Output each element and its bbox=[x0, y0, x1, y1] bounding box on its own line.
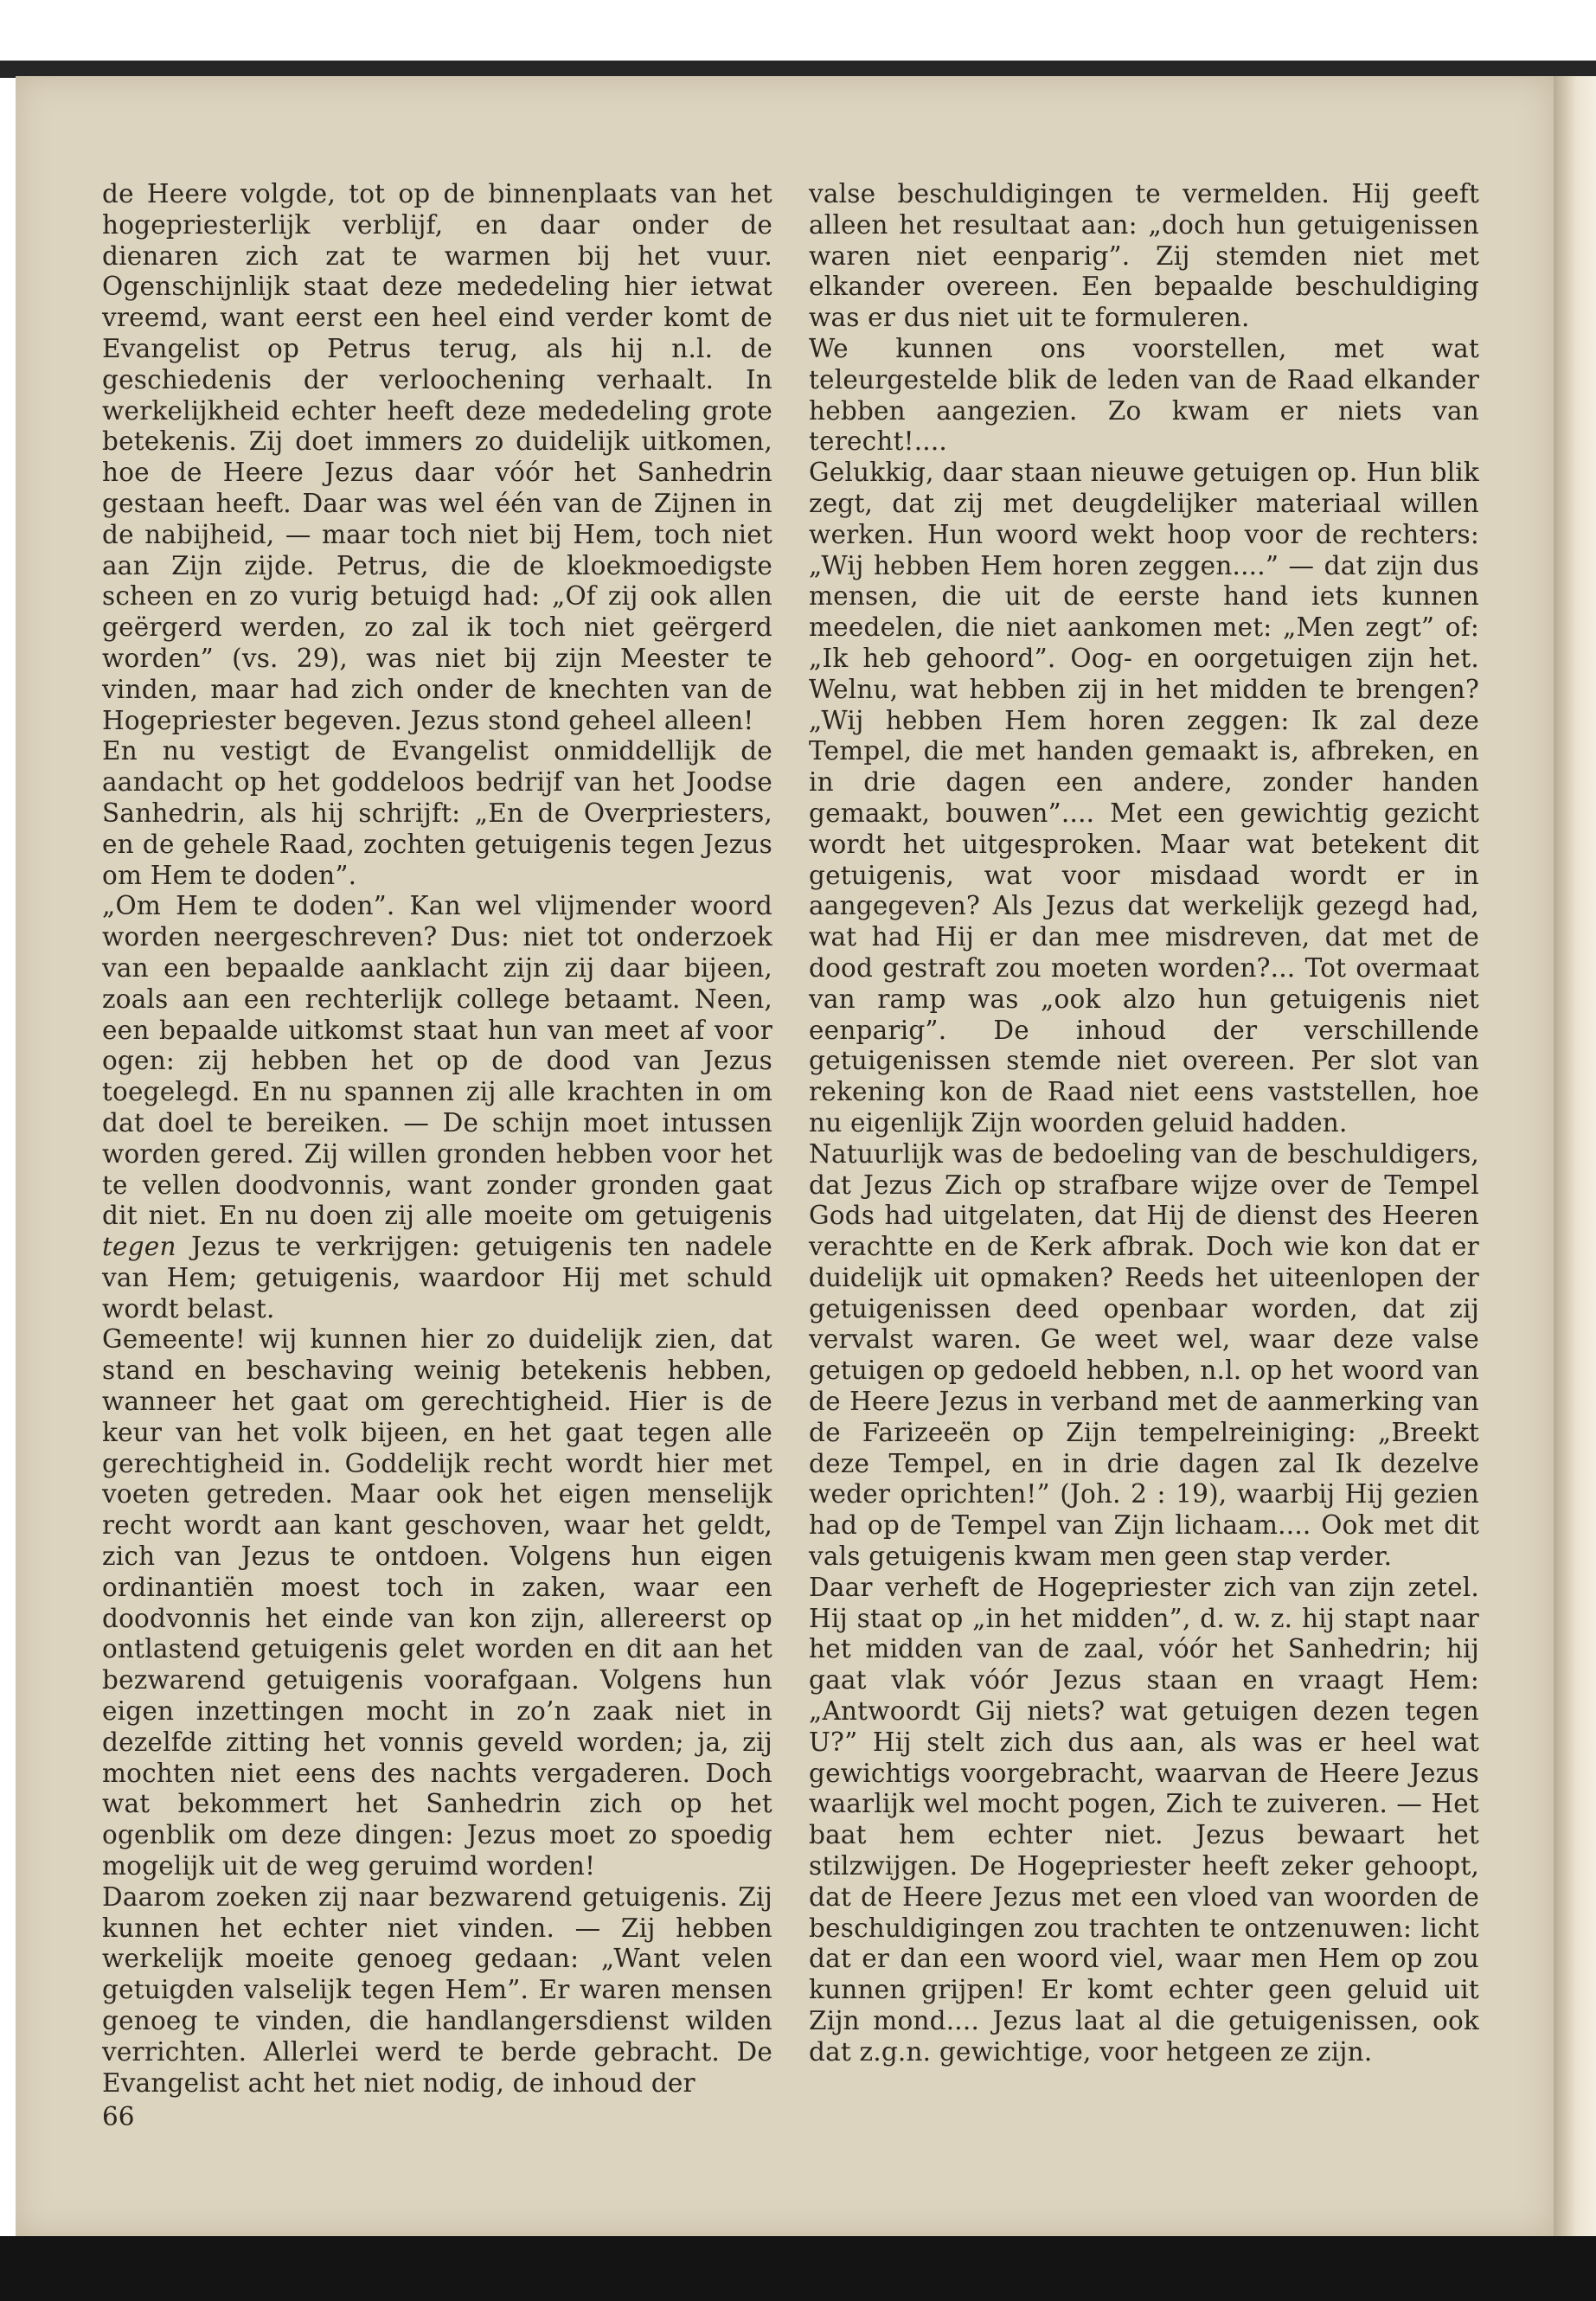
right-column bbox=[809, 179, 1479, 2068]
page-number: 66 bbox=[102, 2102, 135, 2131]
paragraph: We kunnen ons voorstellen, met wat teleurgestelde blik de leden van de Raad elkander hebben aangezien. Zo kwam er niets van terecht!.... bbox=[809, 333, 1479, 457]
paragraph: En nu vestigt de Evangelist onmiddellijk de aandacht op het goddeloos bedrijf van het Joodse Sanhedrin, als hij schrijft: „En de Overpriesters, en de gehele Raad, zochten getuigenis tegen Jezus om Hem te doden”. bbox=[102, 736, 772, 890]
scan-border-top bbox=[0, 61, 1596, 78]
paragraph bbox=[102, 891, 772, 1324]
paragraph: Daarom zoeken zij naar bezwarend getuigenis. Zij kunnen het echter niet vinden. — Zij hebben werkelijk moeite genoeg gedaan: „Want velen getuigden valselijk tegen Hem”. Er waren mensen genoeg te vinden, die handlangersdienst wilden verrichten. Allerlei werd te berde gebracht. De Evangelist acht het niet nodig, de inhoud der bbox=[102, 1881, 772, 2098]
italic-emphasis: tegen bbox=[102, 1232, 176, 1262]
left-column bbox=[102, 179, 772, 2099]
paragraph: de Heere volgde, tot op de binnenplaats van het hogepriesterlijk verblijf, en daar onder de dienaren zich zat te warmen bij het vuur. Ogenschijnlijk staat deze mededeling hier ietwat vreemd, want eerst een heel eind verder komt de Evangelist op Petrus terug, als hij n.l. de geschiedenis der verloochening verhaalt. In werkelijkheid echter heeft deze mededeling grote betekenis. Zij doet immers zo duidelijk uitkomen, hoe de Heere Jezus daar vóór het Sanhedrin gestaan heeft. Daar was wel één van de Zijnen in de nabijheid, — maar toch niet bij Hem, toch niet aan Zijn zijde. Petrus, die de kloekmoedigste scheen en zo vurig betuigd had: „Of zij ook allen geërgerd werden, zo zal ik toch niet geërgerd worden” (vs. 29), was niet bij zijn Meester te vinden, maar had zich onder de knechten van de Hogepriester begeven. Jezus stond geheel alleen! bbox=[102, 179, 772, 735]
paragraph-text: „Om Hem te doden”. Kan wel vlijmender woord worden neergeschreven? Dus: niet tot onderzoek van een bepaalde aanklacht zijn zij daar bijeen, zoals aan een rechterlijk college betaamt. Neen, een bepaalde uitkomst staat hun van meet af voor ogen: zij hebben het op de dood van Jezus toegelegd. En nu spannen zij alle krachten in om dat doel te bereiken. — De schijn moet intussen worden gered. Zij willen gronden hebben voor het te vellen doodvonnis, want zonder gronden gaat dit niet. En nu doen zij alle moeite om getuigenis bbox=[102, 891, 772, 1231]
paragraph: valse beschuldigingen te vermelden. Hij geeft alleen het resultaat aan: „doch hun getuigenissen waren niet eenparig”. Zij stemden niet met elkander overeen. Een bepaalde beschuldiging was er dus niet uit te formuleren. bbox=[809, 179, 1479, 333]
paragraph: Gemeente! wij kunnen hier zo duidelijk zien, dat stand en beschaving weinig betekenis hebben, wanneer het gaat om gerechtigheid. Hier is de keur van het volk bijeen, en het gaat tegen alle gerechtigheid in. Goddelijk recht wordt hier met voeten getreden. Maar ook het eigen menselijk recht wordt aan kant geschoven, waar het geldt, zich van Jezus te ontdoen. Volgens hun eigen ordinantiën moest toch in zaken, waar een doodvonnis het einde van kon zijn, allereerst op ontlastend getuigenis gelet worden en dit aan het bezwarend getuigenis voorafgaan. Volgens hun eigen inzettingen mocht in zo’n zaak niet in dezelfde zitting het vonnis geveld worden; ja, zij mochten niet eens des nachts vergaderen. Doch wat bekommert het Sanhedrin zich op het ogenblik om deze dingen: Jezus moet zo spoedig mogelijk uit de weg geruimd worden! bbox=[102, 1324, 772, 1881]
paragraph: Daar verheft de Hogepriester zich van zijn zetel. Hij staat op „in het midden”, d. w. z. hij stapt naar het midden van de zaal, vóór het Sanhedrin; hij gaat vlak vóór Jezus staan en vraagt Hem: „Antwoordt Gij niets? wat getuigen dezen tegen U?” Hij stelt zich dus aan, als was er heel wat gewichtigs voorgebracht, waarvan de Heere Jezus waarlijk wel mocht pogen, Zich te zuiveren. — Het baat hem echter niet. Jezus bewaart het stilzwijgen. De Hogepriester heeft zeker gehoopt, dat de Heere Jezus met een vloed van woorden de beschuldigingen zou trachten te ontzenuwen: licht dat er dan een woord viel, waar men Hem op zou kunnen grijpen! Er komt echter geen geluid uit Zijn mond.... Jezus laat al die getuigenissen, ook dat z.g.n. gewichtige, voor hetgeen ze zijn. bbox=[809, 1572, 1479, 2067]
paragraph: Gelukkig, daar staan nieuwe getuigen op. Hun blik zegt, dat zij met deugdelijker materiaal willen werken. Hun woord wekt hoop voor de rechters: „Wij hebben Hem horen zeggen....” — dat zijn dus mensen, die uit de eerste hand iets kunnen meedelen, die niet aankomen met: „Men zegt” of: „Ik heb gehoord”. Oog- en oorgetuigen zijn het. Welnu, wat hebben zij in het midden te brengen? „Wij hebben Hem horen zeggen: Ik zal deze Tempel, die met handen gemaakt is, afbreken, en in drie dagen een andere, zonder handen gemaakt, bouwen”.... Met een gewichtig gezicht wordt het uitgesproken. Maar wat betekent dit getuigenis, wat voor misdaad wordt er in aangegeven? Als Jezus dat werkelijk gezegd had, wat had Hij er dan mee misdreven, dat met de dood gestraft zou moeten worden?... Tot overmaat van ramp was „ook alzo hun getuigenis niet eenparig”. De inhoud der verschillende getuigenissen stemde niet overeen. Per slot van rekening kon de Raad niet eens vaststellen, hoe nu eigenlijk Zijn woorden geluid hadden. bbox=[809, 458, 1479, 1138]
scan-border-bottom bbox=[0, 2236, 1596, 2301]
paragraph-text: Jezus te verkrijgen: getuigenis ten nadele van Hem; getuigenis, waardoor Hij met schuld wordt belast. bbox=[102, 1232, 773, 1324]
paragraph: Natuurlijk was de bedoeling van de beschuldigers, dat Jezus Zich op strafbare wijze over de Tempel Gods had uitgelaten, dat Hij de dienst des Heeren verachtte en de Kerk afbrak. Doch wie kon dat er duidelijk uit opmaken? Reeds het uiteenlopen der getuigenissen deed openbaar worden, dat zij vervalst waren. Ge weet wel, waar deze valse getuigen op gedoeld hebben, n.l. op het woord van de Heere Jezus in verband met de aanmerking van de Farizeeën op Zijn tempelreiniging: „Breekt deze Tempel, en in drie dagen zal Ik dezelve weder oprichten!” (Joh. 2 : 19), waarbij Hij gezien had op de Tempel van Zijn lichaam.... Ook met dit vals getuigenis kwam men geen stap verder. bbox=[809, 1138, 1479, 1572]
page-edge bbox=[1554, 76, 1596, 2236]
